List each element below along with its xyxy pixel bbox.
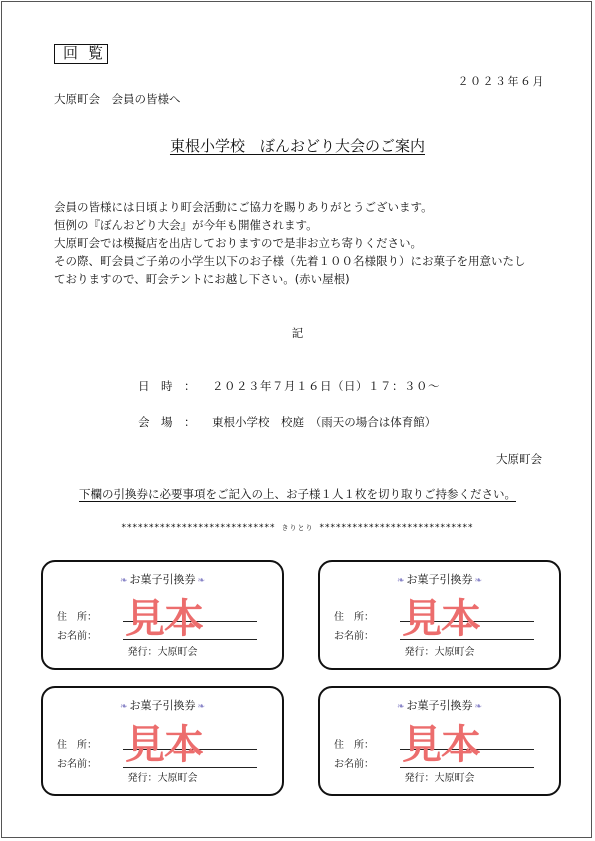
coupon-card[interactable] [318,560,561,670]
address-label: 住 所： [57,612,97,623]
ornament-icon: ❧ [474,576,483,586]
issue-date: ２０２３年６月 [457,75,545,88]
recipient-line: 大原町会 会員の皆様へ [54,92,181,106]
address-label: 住 所： [57,740,97,751]
document-title-text: 東根小学校 ぼんおどり大会のご案内 [169,137,425,155]
address-label: 住 所： [334,612,374,623]
address-field[interactable] [123,621,257,622]
coupon-title-text: お菓子引換券 [406,699,473,712]
address-field[interactable] [400,621,534,622]
body-line: 大原町会では模擬店を出店しておりますので是非お立ち寄りください。 [54,236,422,250]
sample-watermark: 見本 [402,722,480,768]
coupon-title-text: お菓子引換券 [129,699,196,712]
ornament-icon: ❧ [119,576,128,586]
coupon-title-text: お菓子引換券 [129,573,196,586]
coupon-card[interactable] [41,686,284,796]
venue-value: 東根小学校 校庭 （雨天の場合は体育館） [212,415,437,429]
coupon-title [43,697,282,713]
instruction-text: 下欄の引換券に必要事項をご記入の上、お子様１人１枚を切り取りご持参ください。 [79,487,516,501]
coupon-title [320,571,559,587]
coupon-title-text: お菓子引換券 [406,573,473,586]
coupon-card[interactable] [318,686,561,796]
cut-line [0,523,595,533]
venue-label: 会 場 ： [138,415,196,429]
body-line: 会員の皆様には日頃より町会活動にご協力を賜りありがとうございます。 [54,200,433,214]
address-label: 住 所： [334,740,374,751]
address-field[interactable] [400,749,534,750]
date-label: 日 時 ： [138,379,196,393]
sample-watermark: 見本 [125,596,203,642]
body-line: ておりますので、町会テントにお越し下さい。(赤い屋根) [54,272,350,286]
name-field[interactable] [400,639,534,640]
coupon-issuer: 発行：大原町会 [404,773,475,784]
ornament-icon: ❧ [197,702,206,712]
organizer-signature: 大原町会 [496,452,542,466]
instruction-line [0,486,595,502]
ornament-icon: ❧ [474,702,483,712]
name-field[interactable] [400,767,534,768]
cut-stars-right: **************************** [319,523,474,533]
cut-stars-left: **************************** [121,523,276,533]
ki-heading: 記 [291,326,304,340]
address-field[interactable] [123,749,257,750]
coupon-card[interactable] [41,560,284,670]
name-label: お名前： [334,759,374,770]
ornament-icon: ❧ [396,576,405,586]
name-label: お名前： [334,631,374,642]
body-line: その際、町会員ご子弟の小学生以下のお子様（先着１００名様限り）にお菓子を用意いたし [54,254,526,268]
name-field[interactable] [123,639,257,640]
coupon-issuer: 発行：大原町会 [127,773,198,784]
ornament-icon: ❧ [119,702,128,712]
document-title [0,135,595,156]
name-field[interactable] [123,767,257,768]
name-label: お名前： [57,631,97,642]
coupon-title [43,571,282,587]
ornament-icon: ❧ [197,576,206,586]
body-line: 恒例の『ぼんおどり大会』が今年も開催されます。 [54,218,318,232]
coupon-issuer: 発行：大原町会 [404,647,475,658]
ornament-icon: ❧ [396,702,405,712]
circulation-stamp: 回覧 [54,44,108,64]
coupon-issuer: 発行：大原町会 [127,647,198,658]
name-label: お名前： [57,759,97,770]
cut-label: きりとり [281,524,314,532]
date-value: ２０２３年７月１６日（日）１７：３０〜 [212,379,440,393]
coupon-title [320,697,559,713]
sample-watermark: 見本 [402,596,480,642]
sample-watermark: 見本 [125,722,203,768]
